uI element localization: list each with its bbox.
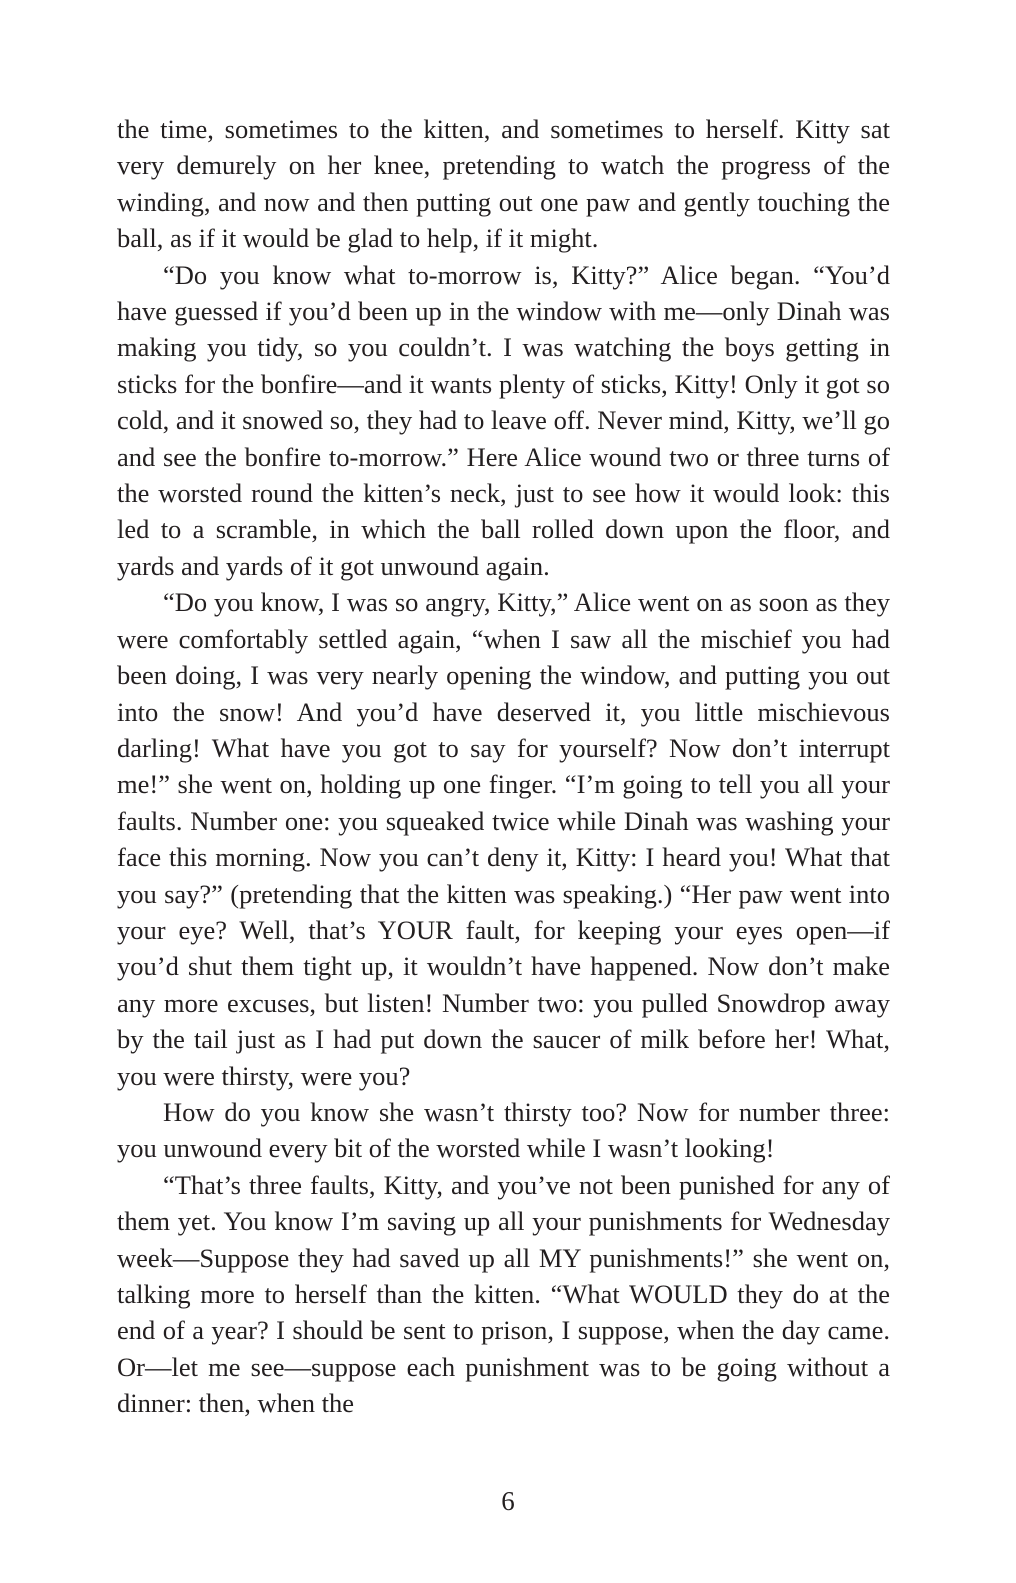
page-number: 6 (501, 1486, 515, 1516)
paragraph-5: “That’s three faults, Kitty, and you’ve not been punished for any of them yet. You know I’m saving up all your punishments for Wednesday week—Suppose they had saved up all MY punishments!” she went on, talking more to herself than the kitten. “What WOULD they do at the end of a year? I should be sent to prison, I suppose, when the day came. Or—let me see—suppose each punishment was to be going without a dinner: then, when the (117, 1169, 890, 1419)
paragraph-1: the time, sometimes to the kitten, and sometimes to herself. Kitty sat very demurely on her knee, pretending to watch the progress of the winding, and now and then putting out one paw and gently touching the ball, as if it would be glad to help, if it might. (117, 114, 890, 254)
page-body (117, 111, 890, 1422)
paragraph-3: “Do you know, I was so angry, Kitty,” Alice went on as soon as they were comfortably settled again, “when I saw all the mischief you had been doing, I was very nearly opening the window, and putting you out into the snow! And you’d have deserved it, you little mischievous darling! What have you got to say for yourself? Now don’t interrupt me!” she went on, holding up one finger. “I’m going to tell you all your faults. Number one: you squeaked twice while Dinah was washing your face this morning. Now you can’t deny it, Kitty: I heard you! What that you say?” (pretending that the kitten was speaking.) “Her paw went into your eye? Well, that’s YOUR fault, for keeping your eyes open—if you’d shut them tight up, it wouldn’t have happened. Now don’t make any more excuses, but listen! Number two: you pulled Snowdrop away by the tail just as I had put down the saucer of milk before her! What, you were thirsty, were you? (117, 587, 890, 1091)
paragraph-4: How do you know she wasn’t thirsty too? Now for number three: you unwound every bit of the worsted while I wasn’t looking! (117, 1096, 890, 1164)
paragraph-2: “Do you know what to-morrow is, Kitty?” Alice began. “You’d have guessed if you’d been up in the window with me—only Dinah was making you tidy, so you couldn’t. I was watching the boys getting in sticks for the bonfire—and it wants plenty of sticks, Kitty! Only it got so cold, and it snowed so, they had to leave off. Never mind, Kitty, we’ll go and see the bonfire to-morrow.” Here Alice wound two or three turns of the worsted round the kitten’s neck, just to see how it would look: this led to a scramble, in which the ball rolled down upon the floor, and yards and yards of it got unwound again. (117, 259, 890, 581)
